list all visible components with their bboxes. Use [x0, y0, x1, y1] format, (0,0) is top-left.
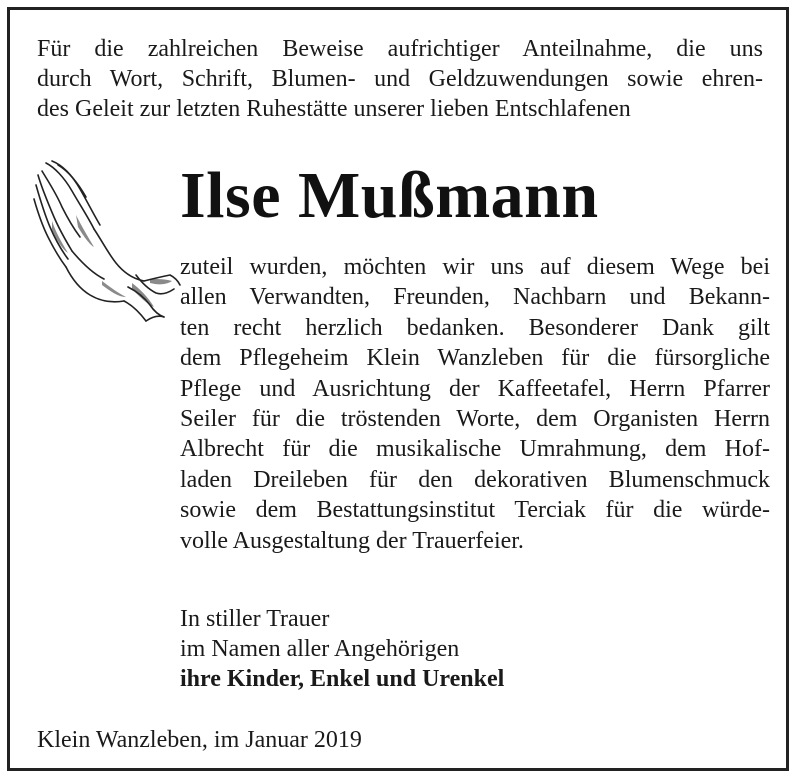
body-line: Pflege und Ausrichtung der Kaffeetafel, Herrn Pfarrer	[180, 375, 770, 402]
signature-line: im Namen aller Angehörigen	[180, 636, 460, 662]
signature-block	[180, 604, 504, 694]
body-line: volle Ausgestaltung der Trauerfeier.	[180, 527, 524, 554]
body-line: zuteil wurden, möchten wir uns auf diesem Wege bei	[180, 254, 770, 280]
intro-paragraph	[37, 34, 763, 124]
intro-line: Für die zahlreichen Beweise aufrichtiger Anteilnahme, die uns	[37, 36, 763, 62]
signature-line: In stiller Trauer	[180, 606, 330, 632]
body-line: laden Dreileben für den dekorativen Blumenschmuck	[180, 466, 770, 493]
intro-line: durch Wort, Schrift, Blumen- und Geldzuwendungen sowie ehren-	[37, 66, 763, 92]
body-line: ten recht herzlich bedanken. Besonderer Dank gilt	[180, 314, 770, 341]
body-line: allen Verwandten, Freunden, Nachbarn und Bekann-	[180, 284, 770, 311]
body-line: sowie dem Bestattungsinstitut Terciak für die würde-	[180, 497, 770, 524]
place-date: Klein Wanzleben, im Januar 2019	[37, 727, 362, 753]
praying-hands-icon	[32, 155, 182, 325]
family-signature: ihre Kinder, Enkel und Urenkel	[180, 666, 505, 692]
body-line: dem Pflegeheim Klein Wanzleben für die fürsorgliche	[180, 345, 770, 372]
obituary-notice	[7, 7, 789, 771]
intro-line: des Geleit zur letzten Ruhestätte unserer lieben Entschlafenen	[37, 96, 631, 122]
body-line: Seiler für die tröstenden Worte, dem Organisten Herrn	[180, 406, 770, 433]
thank-you-paragraph	[180, 252, 770, 556]
deceased-name: Ilse Mußmann	[180, 159, 599, 232]
body-line: Albrecht für die musikalische Umrahmung, dem Hof-	[180, 436, 770, 463]
